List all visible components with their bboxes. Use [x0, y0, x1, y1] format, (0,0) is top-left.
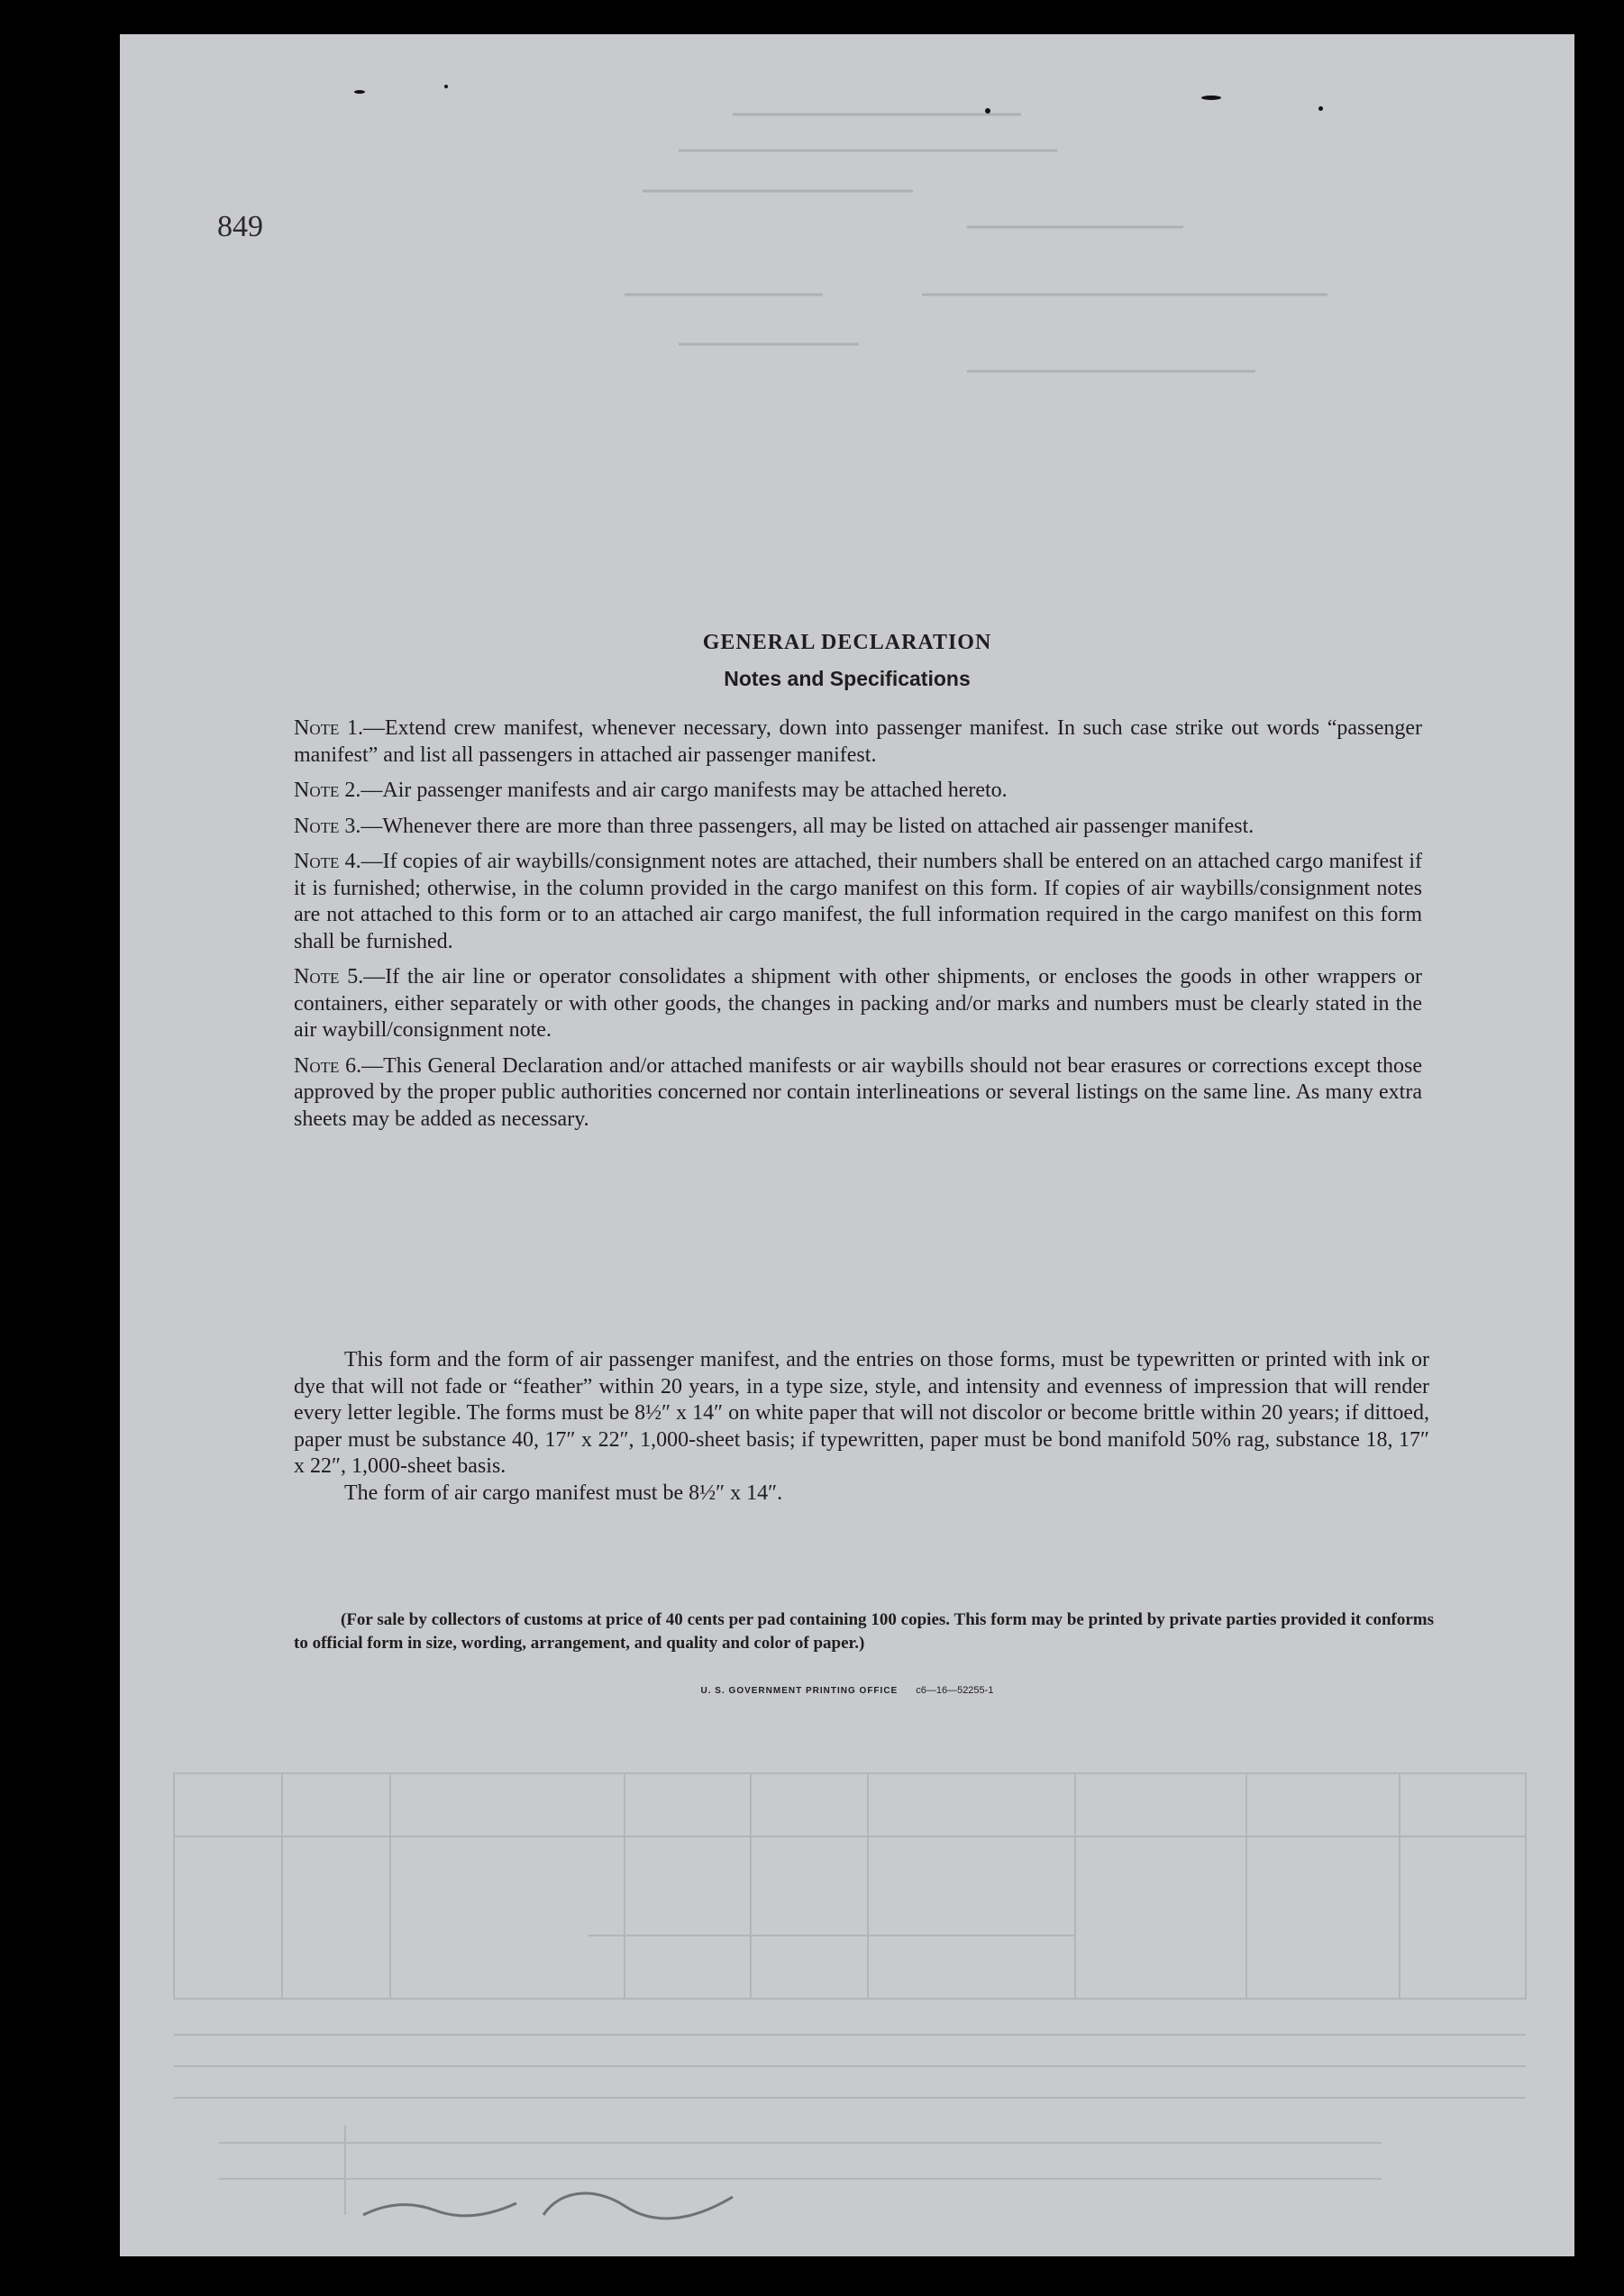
note-item: Note 1.—Extend crew manifest, whenever necessary, down into passenger manifest. In such case strike out words “passenger manifest” and list all passengers in attached air passenger manifest. [294, 716, 1422, 767]
note-item: Note 2.—Air passenger manifests and air cargo manifests may be attached hereto. [294, 779, 1008, 802]
note-label: Note 5. [294, 965, 364, 989]
note-text: Air passenger manifests and air cargo manifests may be attached hereto. [382, 779, 1008, 802]
note-label: Note 3. [294, 814, 361, 838]
scan-speck [354, 90, 365, 94]
scan-speck [444, 85, 448, 88]
note-text: If copies of air waybills/consignment notes are attached, their numbers shall be entered on an attached cargo manifest if it is furnished; otherwise, in the column provided in the cargo manifest on this form. If copies of air waybills/consignment notes are not attached to this form or to an attached air cargo manifest, the full information required in the cargo manifest on this form shall be furnished. [294, 850, 1422, 953]
printer-name: U. S. GOVERNMENT PRINTING OFFICE [700, 1686, 899, 1696]
notes-list [294, 715, 1429, 1142]
note-text: Whenever there are more than three passengers, all may be listed on attached air passenger manifest. [382, 814, 1254, 838]
note-text: If the air line or operator consolidates a shipment with other shipments, or encloses the goods in other wrappers or containers, either separately or with other goods, the changes in packing and/or marks and numbers must be clearly stated in the air waybill/consignment note. [294, 965, 1422, 1042]
note-text: This General Declaration and/or attached manifests or air waybills should not bear erasures or corrections except those approved by the proper public authorities concerned nor contain interlineations or several listings on the same line. As many extra sheets may be added as necessary. [294, 1053, 1422, 1131]
document-page [120, 34, 1574, 2256]
page-number: 849 [217, 210, 263, 243]
printer-line [120, 1685, 1574, 1696]
show-through-top [625, 65, 1436, 443]
note-item: Note 6.—This General Declaration and/or attached manifests or air waybills should not bear erasures or corrections except those approved by the proper public authorities concerned nor contain interlineations or several listings on the same line. As many extra sheets may be added as necessary. [294, 1053, 1422, 1131]
note-text: Extend crew manifest, whenever necessary, down into passenger manifest. In such case strike out words “passenger manifest” and list all passengers in attached air passenger manifest. [294, 716, 1422, 767]
note-label: Note 6. [294, 1053, 362, 1078]
note-label: Note 4. [294, 850, 361, 873]
note-item: Note 5.—If the air line or operator consolidates a shipment with other shipments, or encloses the goods in other wrappers or containers, either separately or with other goods, the changes in packing and/or marks and numbers must be clearly stated in the air waybill/consignment note. [294, 965, 1422, 1042]
note-item: Note 3.—Whenever there are more than three passengers, all may be listed on attached air passenger manifest. [294, 814, 1254, 838]
paper-requirements-paragraph: This form and the form of air passenger manifest, and the entries on those forms, must be typewritten or printed with ink or dye that will not fade or “feather” within 20 years, in a type size, style, and intensity and evenness of impression that will render every letter legible. The forms must be 8½″ x 14″ on white paper that will not discolor or become brittle within 20 years; if dittoed, paper must be substance 40, 17″ x 22″, 1,000-sheet basis; if typewritten, paper must be bond manifold 50% rag, substance 18, 17″ x 22″, 1,000-sheet basis. [294, 1348, 1429, 1478]
printer-code: c6—16—52255-1 [916, 1685, 994, 1696]
scan-speck [1201, 96, 1221, 100]
form-heading: GENERAL DECLARATION [702, 631, 992, 654]
note-label: Note 1. [294, 716, 364, 740]
scan-speck [1318, 106, 1323, 111]
form-requirements [294, 1347, 1429, 1507]
sale-note: (For sale by collectors of customs at price of 40 cents per pad containing 100 copies. This form may be printed by private parties provided it conforms to official form in size, wording, arrangement, and quality and color of paper.) [294, 1610, 1434, 1653]
form-subheading: Notes and Specifications [724, 667, 971, 690]
note-label: Note 2. [294, 779, 361, 802]
show-through-bottom [120, 1710, 1574, 2251]
cargo-manifest-size-paragraph: The form of air cargo manifest must be 8½″ x 14″. [344, 1481, 783, 1505]
note-item: Note 4.—If copies of air waybills/consignment notes are attached, their numbers shall be entered on an attached cargo manifest if it is furnished; otherwise, in the column provided in the cargo manifest on this form. If copies of air waybills/consignment notes are not attached to this form or to an attached air cargo manifest, the full information required in the cargo manifest on this form shall be furnished. [294, 850, 1422, 953]
scan-speck [985, 108, 990, 114]
